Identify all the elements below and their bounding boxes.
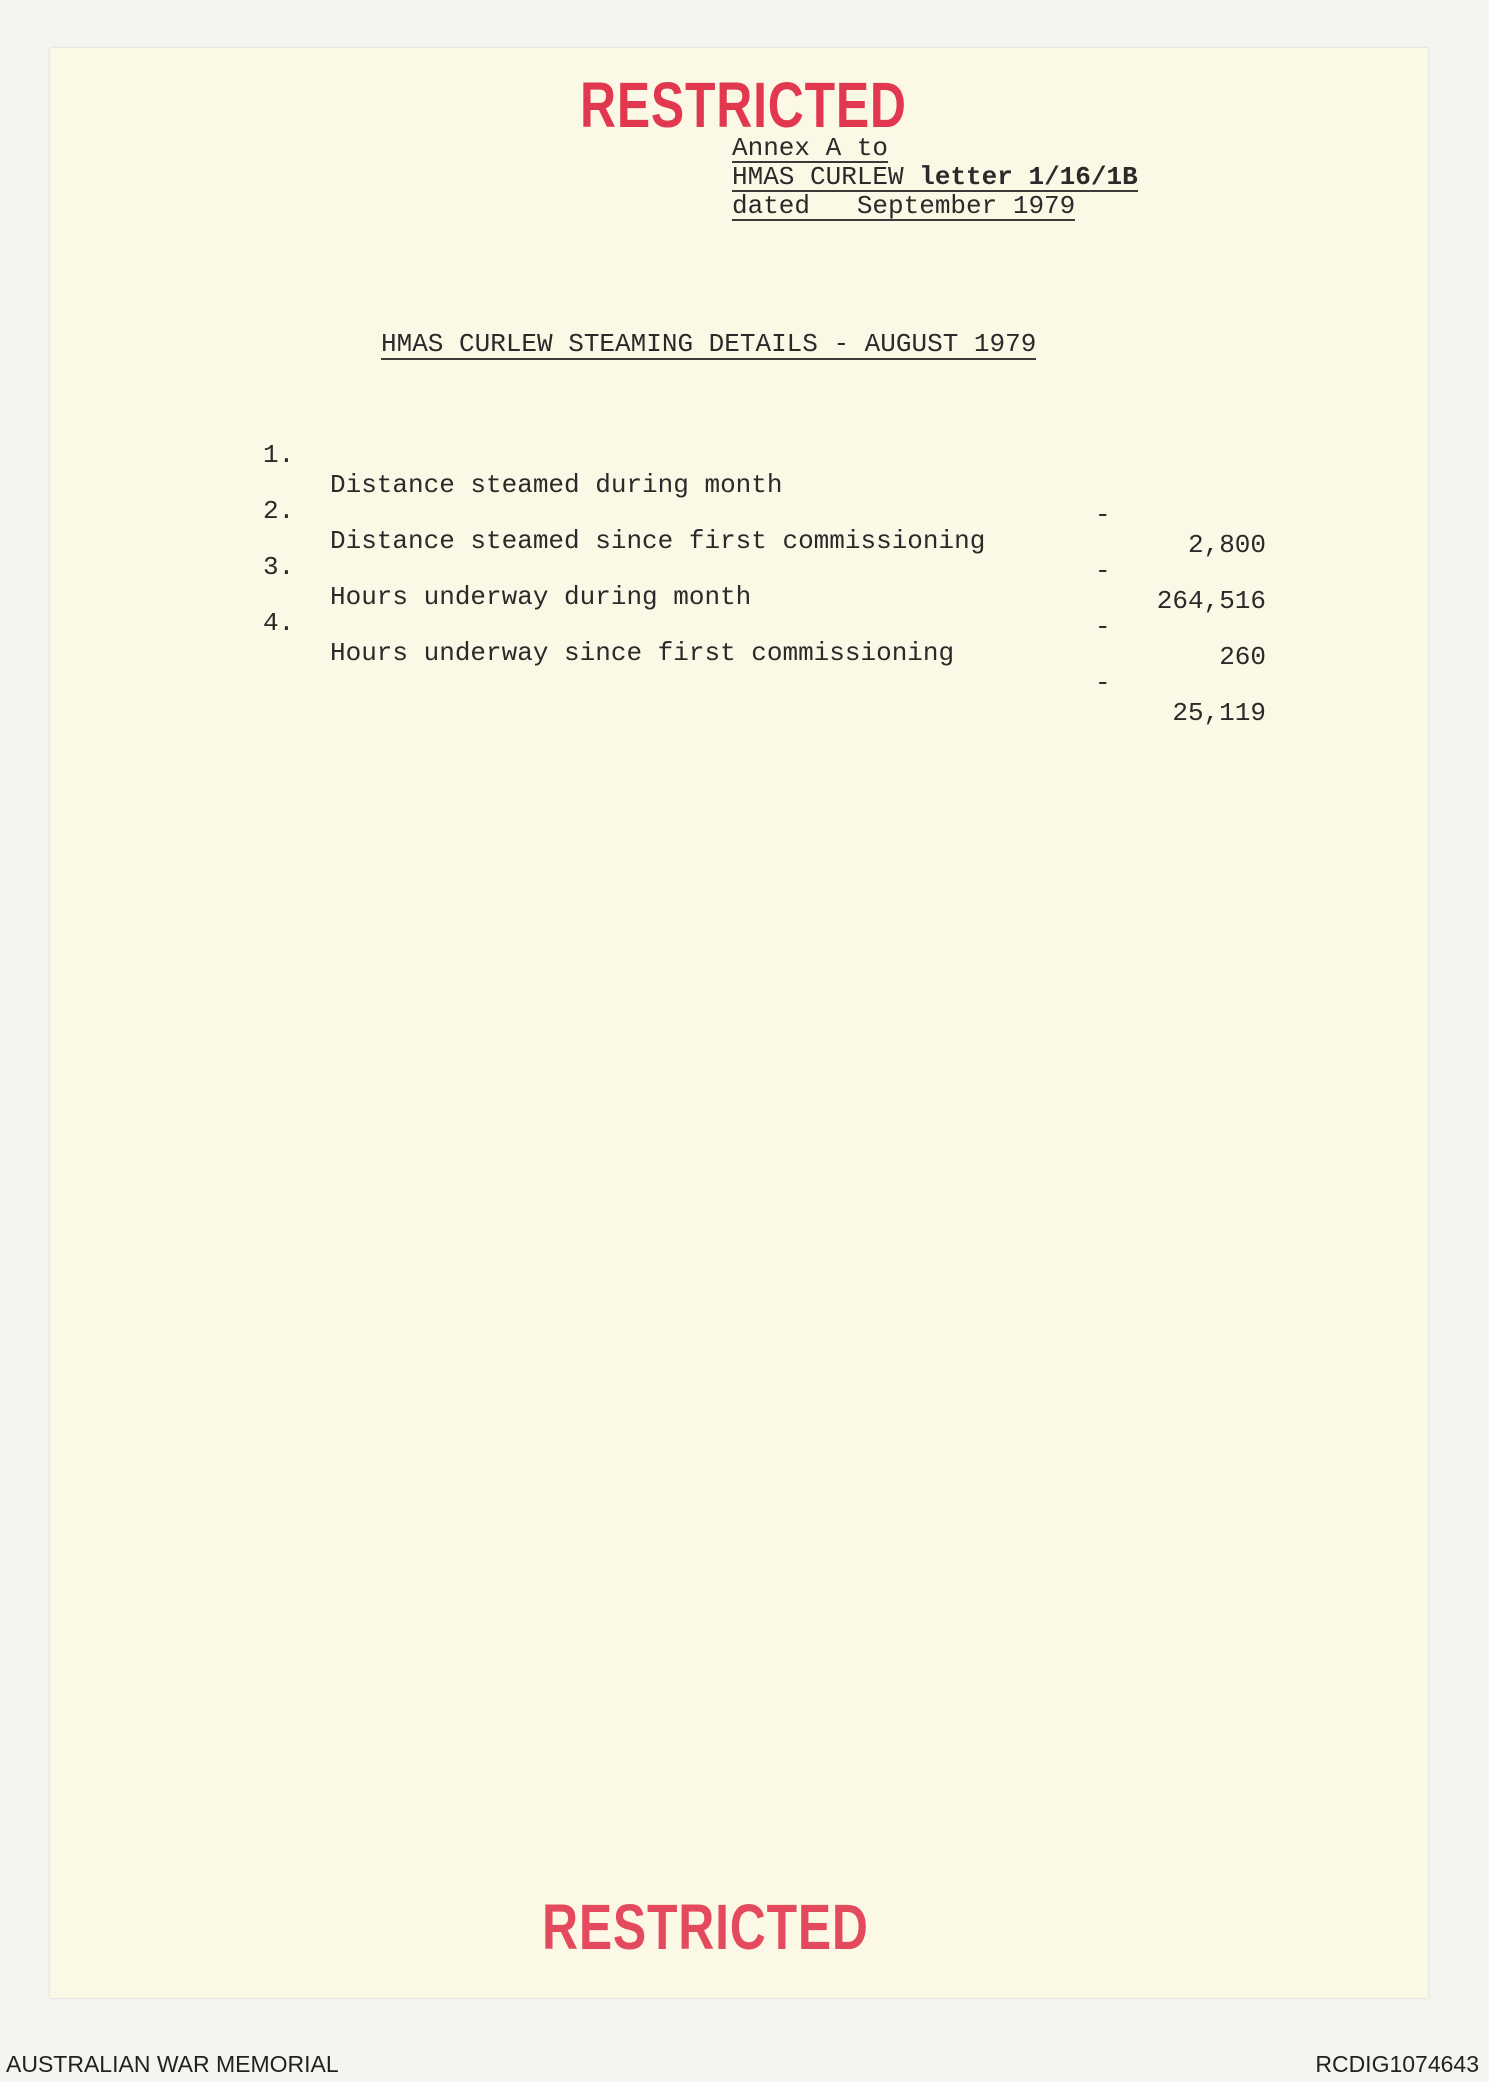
document-page	[50, 48, 1428, 1998]
restricted-stamp-bottom: RESTRICTED	[542, 1891, 869, 1963]
item-value: 260	[1219, 642, 1266, 672]
steaming-details-list	[263, 410, 1266, 728]
item-dash: -	[1095, 500, 1111, 530]
item-value: 25,119	[1172, 698, 1266, 728]
annex-line-1: Annex A to	[732, 133, 889, 163]
annex-date-line: dated September 1979	[732, 191, 1076, 221]
item-text: Distance steamed since first commissioning	[330, 526, 986, 556]
annex-ship-name: HMAS CURLEW	[732, 162, 904, 192]
item-number: 1.	[263, 440, 295, 470]
annex-reference	[732, 134, 1138, 221]
item-text: Hours underway during month	[330, 582, 752, 612]
item-text: Distance steamed during month	[330, 470, 783, 500]
document-title: HMAS CURLEW STEAMING DETAILS - AUGUST 1979	[381, 329, 1037, 359]
archive-credit: AUSTRALIAN WAR MEMORIAL	[6, 2051, 339, 2077]
item-value: 264,516	[1156, 586, 1266, 616]
item-dash: -	[1095, 612, 1111, 642]
restricted-stamp-top: RESTRICTED	[580, 69, 907, 141]
archive-id: RCDIG1074643	[1315, 2051, 1479, 2077]
item-dash: -	[1095, 556, 1111, 586]
item-value: 2,800	[1187, 530, 1266, 560]
item-number: 3.	[263, 552, 295, 582]
item-number: 2.	[263, 496, 295, 526]
item-text: Hours underway since first commissioning	[330, 638, 955, 668]
annex-letter-ref: letter 1/16/1B	[903, 162, 1138, 192]
item-number: 4.	[263, 608, 295, 638]
item-dash: -	[1095, 668, 1111, 698]
